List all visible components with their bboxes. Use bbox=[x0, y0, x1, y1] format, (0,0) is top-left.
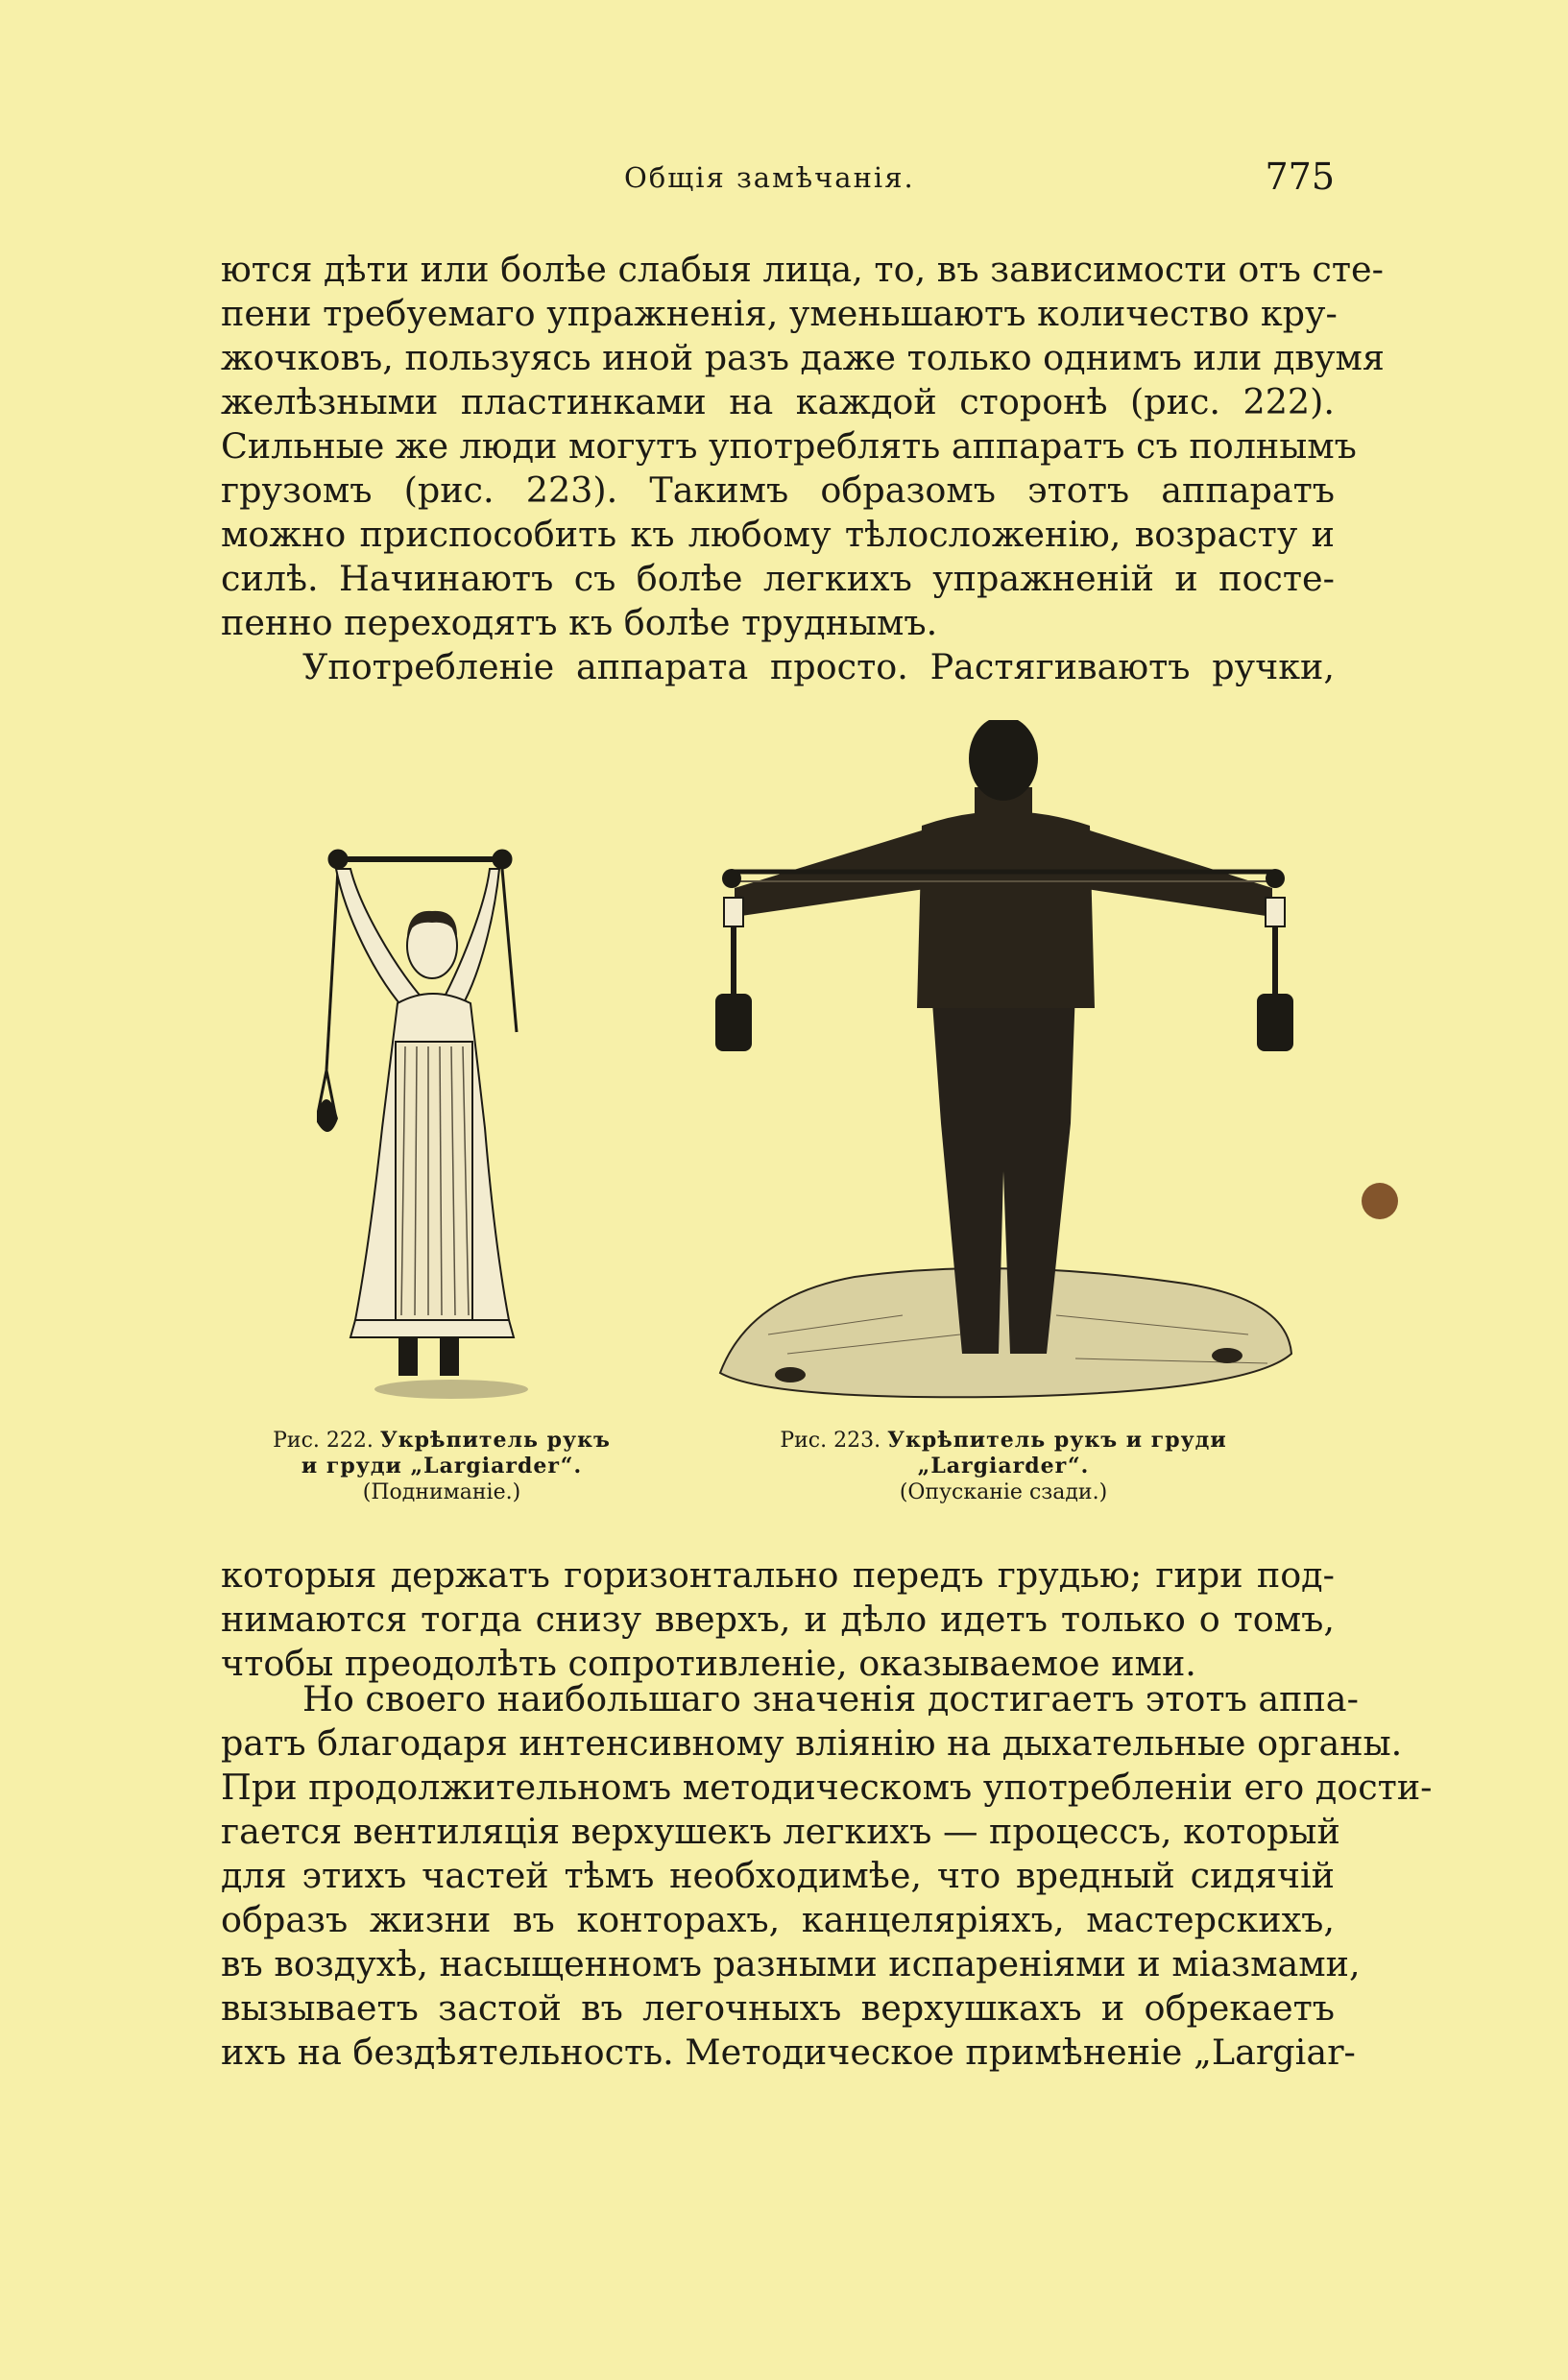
caption-title: Укрѣпитель рукъ bbox=[379, 1428, 611, 1453]
text-line: ихъ на бездѣятельность. Методическое примѣненіе „Largiar- bbox=[221, 2031, 1356, 2073]
running-title: Общія замѣчанія. bbox=[624, 161, 915, 194]
text-line: ратъ благодаря интенсивному вліянію на дыхательные органы. bbox=[221, 1722, 1403, 1764]
text-line: въ воздухѣ, насыщенномъ разными испареніями и міазмами, bbox=[221, 1943, 1361, 1984]
caption-number: Рис. 223. bbox=[780, 1429, 881, 1453]
text-line: нимаются тогда снизу вверхъ, и дѣло идетъ только о томъ, bbox=[221, 1599, 1335, 1640]
text-line: Употребленіе аппарата просто. Растягиваютъ ручки, bbox=[302, 646, 1335, 687]
text-line: образъ жизни въ конторахъ, канцеляріяхъ, мастерскихъ, bbox=[221, 1899, 1335, 1940]
text-line: силѣ. Начинаютъ съ болѣе легкихъ упражненій и посте- bbox=[221, 558, 1335, 599]
text-line: пенно переходятъ къ болѣе труднымъ. bbox=[221, 602, 938, 643]
text-line: При продолжительномъ методическомъ употребленіи его дости- bbox=[221, 1767, 1433, 1808]
figure-223-illustration bbox=[711, 720, 1296, 1421]
text-line: ются дѣти или болѣе слабыя лица, то, въ зависимости отъ сте- bbox=[221, 249, 1384, 290]
text-line: жочковъ, пользуясь иной разъ даже только однимъ или двумя bbox=[221, 337, 1385, 378]
caption-title: „Largiarder“. bbox=[917, 1454, 1090, 1478]
page-number: 775 bbox=[1265, 156, 1335, 198]
ink-stain bbox=[1362, 1183, 1398, 1219]
page-header bbox=[221, 156, 1335, 209]
text-line: гается вентиляція верхушекъ легкихъ — процессъ, который bbox=[221, 1811, 1340, 1852]
caption-subtitle: (Опусканіе сзади.) bbox=[899, 1480, 1108, 1504]
text-line: можно приспособить къ любому тѣлосложенію, возрасту и bbox=[221, 514, 1335, 555]
figure-222-illustration bbox=[317, 840, 576, 1402]
caption-number: Рис. 222. bbox=[273, 1429, 374, 1453]
caption-title: Укрѣпитель рукъ и груди bbox=[887, 1428, 1227, 1453]
figure-223-caption bbox=[730, 1428, 1277, 1505]
figure-222-caption bbox=[230, 1428, 653, 1505]
caption-title: и груди „Largiarder“. bbox=[301, 1454, 583, 1478]
text-line: грузомъ (рис. 223). Такимъ образомъ этотъ аппаратъ bbox=[221, 469, 1335, 511]
text-line: для этихъ частей тѣмъ необходимѣе, что вредный сидячій bbox=[221, 1855, 1335, 1896]
text-line: пени требуемаго упражненія, уменьшаютъ количество кру- bbox=[221, 293, 1338, 334]
text-line: Сильные же люди могутъ употреблять аппаратъ съ полнымъ bbox=[221, 425, 1357, 467]
text-line: вызываетъ застой въ легочныхъ верхушкахъ и обрекаетъ bbox=[221, 1987, 1335, 2029]
paragraph-1 bbox=[221, 248, 1385, 689]
paragraph-3 bbox=[221, 1677, 1433, 2075]
text-line: которыя держатъ горизонтально передъ грудью; гири под- bbox=[221, 1554, 1335, 1596]
text-line: чтобы преодолѣть сопротивленіе, оказываемое ими. bbox=[221, 1643, 1196, 1684]
text-line: желѣзными пластинками на каждой сторонѣ (рис. 222). bbox=[221, 381, 1335, 422]
paragraph-2 bbox=[221, 1553, 1335, 1686]
caption-subtitle: (Подниманіе.) bbox=[362, 1480, 521, 1504]
text-line: Но своего наибольшаго значенія достигаетъ этотъ аппа- bbox=[302, 1678, 1359, 1719]
